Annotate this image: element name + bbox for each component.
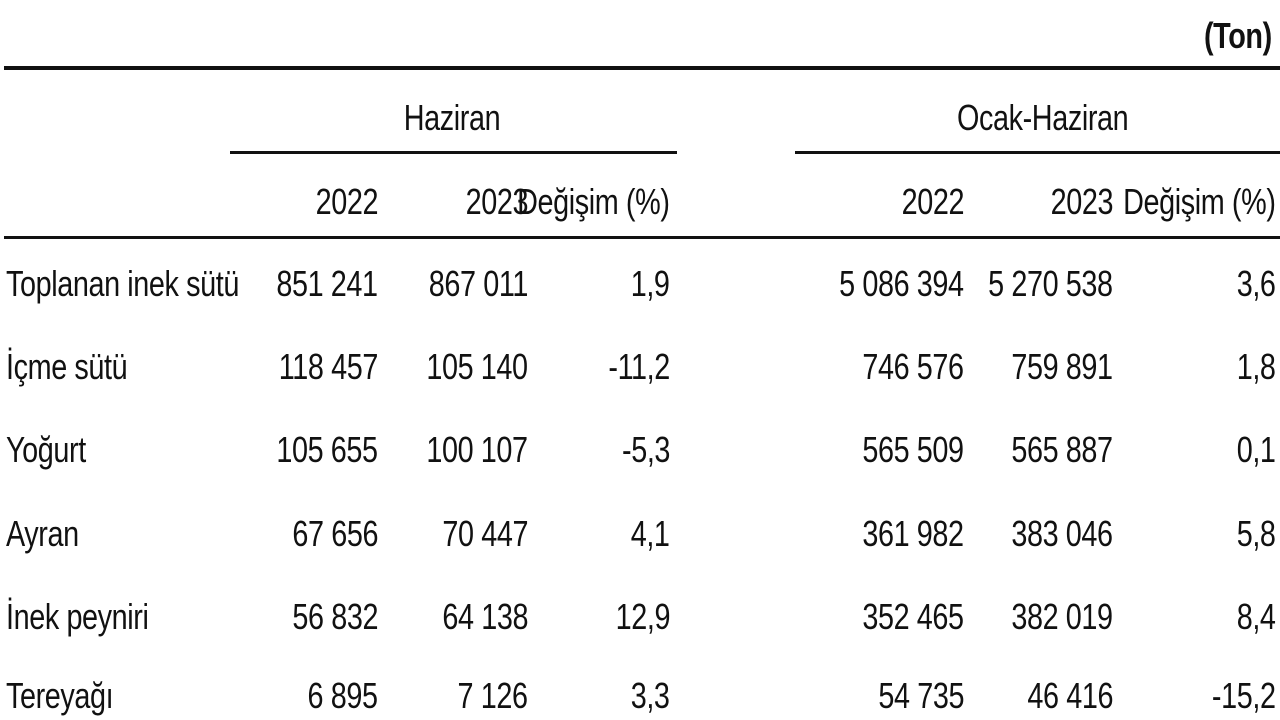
table-cell: 46 416 bbox=[1027, 675, 1113, 716]
table-cell: 352 465 bbox=[862, 596, 964, 637]
table-cell: 54 735 bbox=[878, 675, 964, 716]
table-cell: 5 270 538 bbox=[988, 263, 1113, 304]
table-cell: 7 126 bbox=[457, 675, 528, 716]
row-label: Toplanan inek sütü bbox=[6, 263, 239, 304]
table-cell: 5 086 394 bbox=[839, 263, 964, 304]
column-header: Değişim (%) bbox=[517, 181, 670, 222]
table-cell: 4,1 bbox=[631, 513, 670, 554]
table-cell: 1,9 bbox=[631, 263, 670, 304]
table-cell: 56 832 bbox=[292, 596, 378, 637]
column-header: Değişim (%) bbox=[1123, 181, 1276, 222]
column-header: 2023 bbox=[1050, 181, 1113, 222]
table-cell: 8,4 bbox=[1237, 596, 1276, 637]
table-cell: 383 046 bbox=[1011, 513, 1113, 554]
table-cell: 100 107 bbox=[426, 429, 528, 470]
top-rule bbox=[4, 66, 1280, 70]
table-cell: 3,6 bbox=[1237, 263, 1276, 304]
column-header: 2022 bbox=[901, 181, 964, 222]
table-cell: 12,9 bbox=[615, 596, 670, 637]
row-label: İçme sütü bbox=[6, 346, 128, 387]
unit-label: (Ton) bbox=[1204, 15, 1272, 56]
table-cell: 851 241 bbox=[276, 263, 378, 304]
table-cell: 3,3 bbox=[631, 675, 670, 716]
table-cell: 867 011 bbox=[428, 263, 528, 304]
group-header-ocak-haziran: Ocak-Haziran bbox=[957, 97, 1129, 138]
row-label: Ayran bbox=[6, 513, 79, 554]
table-cell: 105 140 bbox=[426, 346, 528, 387]
table-cell: -15,2 bbox=[1212, 675, 1276, 716]
table-cell: 361 982 bbox=[862, 513, 964, 554]
table-cell: 67 656 bbox=[292, 513, 378, 554]
table-cell: 1,8 bbox=[1237, 346, 1276, 387]
table-cell: -5,3 bbox=[621, 429, 670, 470]
column-header: 2023 bbox=[465, 181, 528, 222]
group-underline-haziran bbox=[230, 151, 677, 154]
table-cell: 105 655 bbox=[276, 429, 378, 470]
table-cell: 746 576 bbox=[862, 346, 964, 387]
table-cell: 565 509 bbox=[862, 429, 964, 470]
group-underline-ocak-haziran bbox=[795, 151, 1280, 154]
table-cell: 759 891 bbox=[1011, 346, 1113, 387]
row-label: Yoğurt bbox=[6, 429, 86, 470]
table-cell: -11,2 bbox=[608, 346, 670, 387]
table-cell: 565 887 bbox=[1011, 429, 1113, 470]
row-label: İnek peyniri bbox=[6, 596, 149, 637]
group-header-haziran: Haziran bbox=[403, 97, 501, 138]
column-header: 2022 bbox=[315, 181, 378, 222]
table-cell: 118 457 bbox=[278, 346, 378, 387]
table-cell: 382 019 bbox=[1011, 596, 1113, 637]
header-rule bbox=[4, 236, 1280, 239]
table-cell: 64 138 bbox=[442, 596, 528, 637]
table-cell: 70 447 bbox=[442, 513, 528, 554]
table-cell: 5,8 bbox=[1237, 513, 1276, 554]
table-cell: 6 895 bbox=[307, 675, 378, 716]
table-cell: 0,1 bbox=[1237, 429, 1276, 470]
row-label: Tereyağı bbox=[6, 675, 114, 716]
